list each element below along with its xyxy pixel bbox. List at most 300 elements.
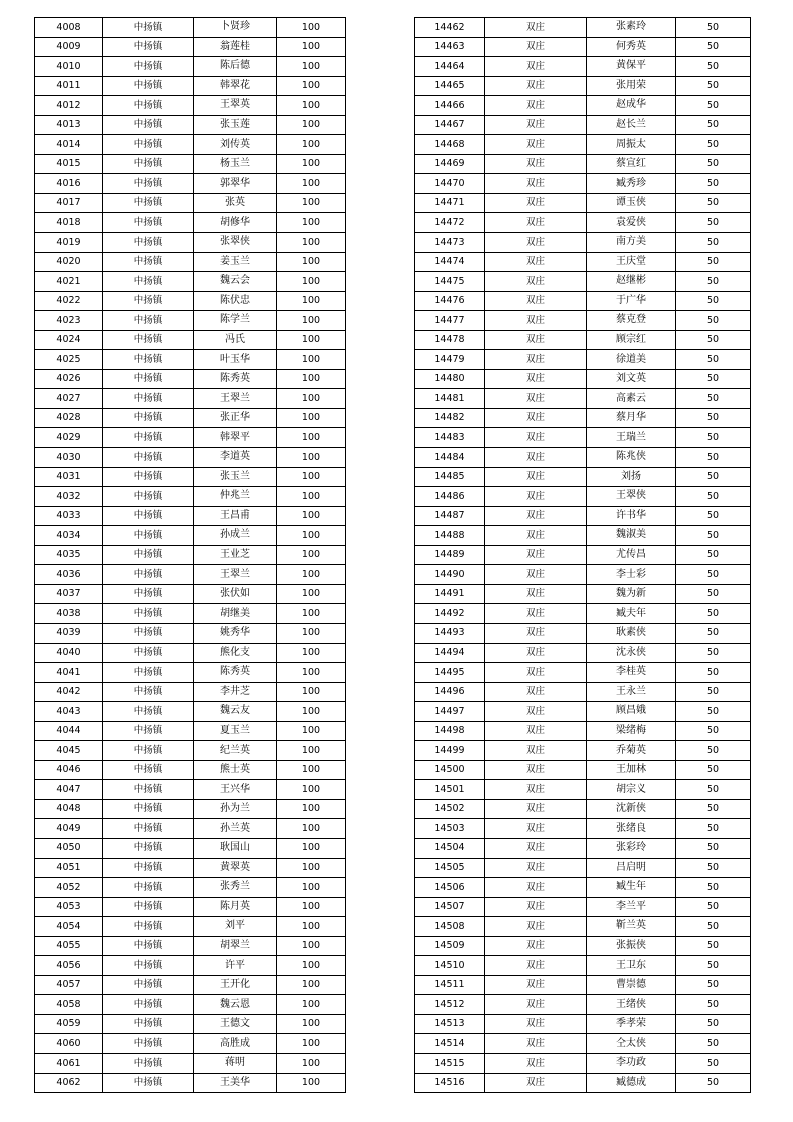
- town-cell: 中扬镇: [103, 956, 194, 976]
- town-cell: 双庄: [485, 1053, 587, 1073]
- record-id-cell: 4058: [35, 995, 103, 1015]
- record-id-cell: 14495: [415, 663, 485, 683]
- record-id-cell: 14484: [415, 448, 485, 468]
- record-id-cell: 4011: [35, 76, 103, 96]
- town-cell: 双庄: [485, 780, 587, 800]
- table-row: [415, 799, 751, 819]
- table-row: [35, 115, 346, 135]
- table-row: [415, 350, 751, 370]
- town-cell: 双庄: [485, 369, 587, 389]
- name-cell: 王庆堂: [587, 252, 676, 272]
- table-row: [35, 858, 346, 878]
- name-cell: 顾宗红: [587, 330, 676, 350]
- name-cell: 孙为兰: [194, 799, 277, 819]
- record-id-cell: 14474: [415, 252, 485, 272]
- record-id-cell: 4020: [35, 252, 103, 272]
- name-cell: 沈永侠: [587, 643, 676, 663]
- town-cell: 中扬镇: [103, 1053, 194, 1073]
- name-cell: 陈秀英: [194, 369, 277, 389]
- record-id-cell: 14463: [415, 37, 485, 57]
- table-row: [35, 57, 346, 77]
- record-id-cell: 14472: [415, 213, 485, 233]
- amount-cell: 50: [676, 467, 751, 487]
- name-cell: 胡修华: [194, 213, 277, 233]
- table-row: [415, 565, 751, 585]
- amount-cell: 50: [676, 1053, 751, 1073]
- record-id-cell: 4027: [35, 389, 103, 409]
- table-row: [35, 526, 346, 546]
- record-id-cell: 4029: [35, 428, 103, 448]
- record-id-cell: 4023: [35, 311, 103, 331]
- town-cell: 双庄: [485, 291, 587, 311]
- amount-cell: 100: [277, 369, 346, 389]
- table-row: [415, 545, 751, 565]
- town-cell: 双庄: [485, 76, 587, 96]
- town-cell: 双庄: [485, 272, 587, 292]
- town-cell: 双庄: [485, 233, 587, 253]
- name-cell: 孙兰英: [194, 819, 277, 839]
- record-id-cell: 4022: [35, 291, 103, 311]
- table-row: [35, 408, 346, 428]
- amount-cell: 100: [277, 780, 346, 800]
- name-cell: 李士彩: [587, 565, 676, 585]
- name-cell: 王德文: [194, 1014, 277, 1034]
- town-cell: 中扬镇: [103, 428, 194, 448]
- amount-cell: 50: [676, 545, 751, 565]
- record-id-cell: 14468: [415, 135, 485, 155]
- record-id-cell: 14480: [415, 369, 485, 389]
- town-cell: 中扬镇: [103, 487, 194, 507]
- table-row: [415, 663, 751, 683]
- table-row: [415, 467, 751, 487]
- town-cell: 中扬镇: [103, 96, 194, 116]
- amount-cell: 100: [277, 643, 346, 663]
- name-cell: 陈学兰: [194, 311, 277, 331]
- table-row: [415, 917, 751, 937]
- town-cell: 双庄: [485, 565, 587, 585]
- town-cell: 双庄: [485, 1034, 587, 1054]
- name-cell: 仲兆兰: [194, 487, 277, 507]
- name-cell: 姚秀华: [194, 623, 277, 643]
- amount-cell: 50: [676, 174, 751, 194]
- table-row: [415, 741, 751, 761]
- amount-cell: 100: [277, 604, 346, 624]
- name-cell: 赵成华: [587, 96, 676, 116]
- table-row: [35, 819, 346, 839]
- amount-cell: 100: [277, 252, 346, 272]
- town-cell: 双庄: [485, 37, 587, 57]
- amount-cell: 50: [676, 154, 751, 174]
- record-id-cell: 14471: [415, 193, 485, 213]
- amount-cell: 100: [277, 721, 346, 741]
- record-id-cell: 4049: [35, 819, 103, 839]
- record-id-cell: 14486: [415, 487, 485, 507]
- roster-table-left-body: [35, 18, 346, 1093]
- table-row: [415, 389, 751, 409]
- table-row: [415, 780, 751, 800]
- name-cell: 王卫东: [587, 956, 676, 976]
- amount-cell: 50: [676, 487, 751, 507]
- town-cell: 中扬镇: [103, 76, 194, 96]
- table-row: [35, 799, 346, 819]
- table-row: [415, 1053, 751, 1073]
- amount-cell: 50: [676, 643, 751, 663]
- town-cell: 双庄: [485, 643, 587, 663]
- town-cell: 中扬镇: [103, 1073, 194, 1093]
- name-cell: 王翠侠: [587, 487, 676, 507]
- record-id-cell: 14506: [415, 878, 485, 898]
- record-id-cell: 4051: [35, 858, 103, 878]
- name-cell: 张英: [194, 193, 277, 213]
- amount-cell: 50: [676, 272, 751, 292]
- record-id-cell: 4026: [35, 369, 103, 389]
- amount-cell: 50: [676, 858, 751, 878]
- table-row: [35, 702, 346, 722]
- amount-cell: 50: [676, 917, 751, 937]
- table-row: [35, 995, 346, 1015]
- name-cell: 纪兰英: [194, 741, 277, 761]
- name-cell: 刘扬: [587, 467, 676, 487]
- table-row: [35, 311, 346, 331]
- name-cell: 季孝荣: [587, 1014, 676, 1034]
- town-cell: 双庄: [485, 663, 587, 683]
- record-id-cell: 4052: [35, 878, 103, 898]
- record-id-cell: 14481: [415, 389, 485, 409]
- amount-cell: 100: [277, 663, 346, 683]
- town-cell: 双庄: [485, 760, 587, 780]
- amount-cell: 50: [676, 878, 751, 898]
- record-id-cell: 4053: [35, 897, 103, 917]
- town-cell: 中扬镇: [103, 448, 194, 468]
- record-id-cell: 14485: [415, 467, 485, 487]
- record-id-cell: 4035: [35, 545, 103, 565]
- record-id-cell: 14500: [415, 760, 485, 780]
- name-cell: 杨玉兰: [194, 154, 277, 174]
- table-row: [415, 233, 751, 253]
- record-id-cell: 14477: [415, 311, 485, 331]
- amount-cell: 100: [277, 975, 346, 995]
- table-row: [415, 428, 751, 448]
- town-cell: 中扬镇: [103, 760, 194, 780]
- record-id-cell: 14505: [415, 858, 485, 878]
- amount-cell: 100: [277, 37, 346, 57]
- amount-cell: 100: [277, 154, 346, 174]
- record-id-cell: 14487: [415, 506, 485, 526]
- table-row: [415, 213, 751, 233]
- record-id-cell: 4060: [35, 1034, 103, 1054]
- table-row: [415, 76, 751, 96]
- amount-cell: 100: [277, 917, 346, 937]
- town-cell: 双庄: [485, 96, 587, 116]
- name-cell: 许书华: [587, 506, 676, 526]
- name-cell: 张绪良: [587, 819, 676, 839]
- table-row: [415, 506, 751, 526]
- amount-cell: 50: [676, 995, 751, 1015]
- name-cell: 曹崇德: [587, 975, 676, 995]
- name-cell: 陈兆侠: [587, 448, 676, 468]
- town-cell: 中扬镇: [103, 193, 194, 213]
- name-cell: 王开化: [194, 975, 277, 995]
- amount-cell: 50: [676, 956, 751, 976]
- town-cell: 双庄: [485, 741, 587, 761]
- town-cell: 中扬镇: [103, 917, 194, 937]
- table-row: [415, 135, 751, 155]
- town-cell: 中扬镇: [103, 897, 194, 917]
- table-row: [415, 702, 751, 722]
- record-id-cell: 14496: [415, 682, 485, 702]
- town-cell: 中扬镇: [103, 565, 194, 585]
- roster-table-left: [34, 17, 346, 1093]
- name-cell: 张玉莲: [194, 115, 277, 135]
- town-cell: 双庄: [485, 330, 587, 350]
- name-cell: 王绪侠: [587, 995, 676, 1015]
- name-cell: 蔡月华: [587, 408, 676, 428]
- town-cell: 中扬镇: [103, 780, 194, 800]
- amount-cell: 100: [277, 819, 346, 839]
- name-cell: 何秀英: [587, 37, 676, 57]
- amount-cell: 100: [277, 330, 346, 350]
- table-row: [35, 643, 346, 663]
- name-cell: 李功政: [587, 1053, 676, 1073]
- amount-cell: 50: [676, 682, 751, 702]
- town-cell: 双庄: [485, 858, 587, 878]
- table-row: [35, 428, 346, 448]
- table-row: [35, 96, 346, 116]
- record-id-cell: 4012: [35, 96, 103, 116]
- name-cell: 沈新侠: [587, 799, 676, 819]
- name-cell: 耿素侠: [587, 623, 676, 643]
- table-row: [415, 18, 751, 38]
- amount-cell: 50: [676, 18, 751, 38]
- name-cell: 周振太: [587, 135, 676, 155]
- amount-cell: 50: [676, 623, 751, 643]
- town-cell: 中扬镇: [103, 584, 194, 604]
- amount-cell: 100: [277, 57, 346, 77]
- name-cell: 王瑞兰: [587, 428, 676, 448]
- amount-cell: 100: [277, 18, 346, 38]
- name-cell: 臧生年: [587, 878, 676, 898]
- amount-cell: 100: [277, 682, 346, 702]
- record-id-cell: 14467: [415, 115, 485, 135]
- amount-cell: 50: [676, 838, 751, 858]
- table-row: [415, 878, 751, 898]
- town-cell: 双庄: [485, 174, 587, 194]
- name-cell: 冯氏: [194, 330, 277, 350]
- table-row: [35, 1014, 346, 1034]
- table-row: [35, 448, 346, 468]
- name-cell: 臧秀珍: [587, 174, 676, 194]
- table-row: [35, 233, 346, 253]
- table-row: [35, 1053, 346, 1073]
- name-cell: 仝太侠: [587, 1034, 676, 1054]
- town-cell: 中扬镇: [103, 233, 194, 253]
- record-id-cell: 4032: [35, 487, 103, 507]
- record-id-cell: 4042: [35, 682, 103, 702]
- amount-cell: 100: [277, 428, 346, 448]
- record-id-cell: 14491: [415, 584, 485, 604]
- town-cell: 双庄: [485, 467, 587, 487]
- name-cell: 魏云恩: [194, 995, 277, 1015]
- name-cell: 李兰平: [587, 897, 676, 917]
- record-id-cell: 14511: [415, 975, 485, 995]
- amount-cell: 100: [277, 584, 346, 604]
- amount-cell: 50: [676, 565, 751, 585]
- record-id-cell: 4019: [35, 233, 103, 253]
- amount-cell: 50: [676, 57, 751, 77]
- table-row: [415, 291, 751, 311]
- table-row: [35, 369, 346, 389]
- table-row: [35, 1073, 346, 1093]
- record-id-cell: 4057: [35, 975, 103, 995]
- table-row: [415, 487, 751, 507]
- town-cell: 中扬镇: [103, 545, 194, 565]
- table-row: [415, 897, 751, 917]
- name-cell: 卜贤珍: [194, 18, 277, 38]
- town-cell: 双庄: [485, 799, 587, 819]
- table-row: [35, 330, 346, 350]
- town-cell: 中扬镇: [103, 623, 194, 643]
- record-id-cell: 14515: [415, 1053, 485, 1073]
- amount-cell: 50: [676, 76, 751, 96]
- record-id-cell: 4045: [35, 741, 103, 761]
- record-id-cell: 14497: [415, 702, 485, 722]
- town-cell: 中扬镇: [103, 467, 194, 487]
- amount-cell: 50: [676, 448, 751, 468]
- record-id-cell: 14478: [415, 330, 485, 350]
- town-cell: 中扬镇: [103, 721, 194, 741]
- record-id-cell: 4039: [35, 623, 103, 643]
- table-row: [415, 272, 751, 292]
- name-cell: 张玉兰: [194, 467, 277, 487]
- name-cell: 臧德成: [587, 1073, 676, 1093]
- record-id-cell: 14502: [415, 799, 485, 819]
- record-id-cell: 4018: [35, 213, 103, 233]
- record-id-cell: 4046: [35, 760, 103, 780]
- record-id-cell: 14469: [415, 154, 485, 174]
- amount-cell: 50: [676, 1034, 751, 1054]
- name-cell: 郭翠华: [194, 174, 277, 194]
- amount-cell: 100: [277, 995, 346, 1015]
- name-cell: 李道英: [194, 448, 277, 468]
- amount-cell: 100: [277, 623, 346, 643]
- name-cell: 王翠英: [194, 96, 277, 116]
- table-row: [35, 76, 346, 96]
- town-cell: 中扬镇: [103, 878, 194, 898]
- amount-cell: 100: [277, 233, 346, 253]
- town-cell: 中扬镇: [103, 741, 194, 761]
- town-cell: 中扬镇: [103, 838, 194, 858]
- table-row: [415, 448, 751, 468]
- amount-cell: 100: [277, 272, 346, 292]
- town-cell: 中扬镇: [103, 213, 194, 233]
- amount-cell: 50: [676, 799, 751, 819]
- town-cell: 中扬镇: [103, 975, 194, 995]
- name-cell: 王翠兰: [194, 565, 277, 585]
- record-id-cell: 4008: [35, 18, 103, 38]
- record-id-cell: 4038: [35, 604, 103, 624]
- town-cell: 中扬镇: [103, 799, 194, 819]
- amount-cell: 50: [676, 389, 751, 409]
- amount-cell: 100: [277, 897, 346, 917]
- town-cell: 中扬镇: [103, 936, 194, 956]
- amount-cell: 100: [277, 487, 346, 507]
- town-cell: 双庄: [485, 57, 587, 77]
- name-cell: 韩翠平: [194, 428, 277, 448]
- table-row: [35, 291, 346, 311]
- record-id-cell: 14513: [415, 1014, 485, 1034]
- record-id-cell: 4050: [35, 838, 103, 858]
- table-row: [415, 760, 751, 780]
- town-cell: 双庄: [485, 18, 587, 38]
- amount-cell: 100: [277, 291, 346, 311]
- record-id-cell: 4015: [35, 154, 103, 174]
- record-id-cell: 4054: [35, 917, 103, 937]
- town-cell: 双庄: [485, 408, 587, 428]
- record-id-cell: 14476: [415, 291, 485, 311]
- name-cell: 张正华: [194, 408, 277, 428]
- name-cell: 王加林: [587, 760, 676, 780]
- table-row: [35, 721, 346, 741]
- amount-cell: 50: [676, 369, 751, 389]
- town-cell: 双庄: [485, 448, 587, 468]
- table-row: [35, 878, 346, 898]
- record-id-cell: 4059: [35, 1014, 103, 1034]
- town-cell: 中扬镇: [103, 311, 194, 331]
- record-id-cell: 4044: [35, 721, 103, 741]
- table-row: [35, 18, 346, 38]
- name-cell: 孙成兰: [194, 526, 277, 546]
- roster-table-right: [414, 17, 751, 1093]
- name-cell: 张翠侠: [194, 233, 277, 253]
- record-id-cell: 14479: [415, 350, 485, 370]
- amount-cell: 50: [676, 350, 751, 370]
- name-cell: 王永兰: [587, 682, 676, 702]
- table-row: [35, 193, 346, 213]
- amount-cell: 50: [676, 233, 751, 253]
- table-row: [35, 272, 346, 292]
- name-cell: 张秀兰: [194, 878, 277, 898]
- amount-cell: 50: [676, 408, 751, 428]
- name-cell: 靳兰英: [587, 917, 676, 937]
- name-cell: 熊士英: [194, 760, 277, 780]
- amount-cell: 100: [277, 741, 346, 761]
- name-cell: 胡翠兰: [194, 936, 277, 956]
- town-cell: 双庄: [485, 311, 587, 331]
- town-cell: 中扬镇: [103, 604, 194, 624]
- name-cell: 胡宗义: [587, 780, 676, 800]
- amount-cell: 100: [277, 76, 346, 96]
- name-cell: 刘平: [194, 917, 277, 937]
- record-id-cell: 14499: [415, 741, 485, 761]
- table-row: [35, 506, 346, 526]
- name-cell: 姜玉兰: [194, 252, 277, 272]
- record-id-cell: 14493: [415, 623, 485, 643]
- record-id-cell: 4030: [35, 448, 103, 468]
- town-cell: 中扬镇: [103, 154, 194, 174]
- town-cell: 中扬镇: [103, 291, 194, 311]
- town-cell: 双庄: [485, 526, 587, 546]
- amount-cell: 100: [277, 936, 346, 956]
- record-id-cell: 4017: [35, 193, 103, 213]
- amount-cell: 100: [277, 565, 346, 585]
- record-id-cell: 14473: [415, 233, 485, 253]
- name-cell: 张素玲: [587, 18, 676, 38]
- town-cell: 中扬镇: [103, 252, 194, 272]
- name-cell: 乔菊英: [587, 741, 676, 761]
- table-row: [35, 389, 346, 409]
- amount-cell: 100: [277, 350, 346, 370]
- table-row: [415, 526, 751, 546]
